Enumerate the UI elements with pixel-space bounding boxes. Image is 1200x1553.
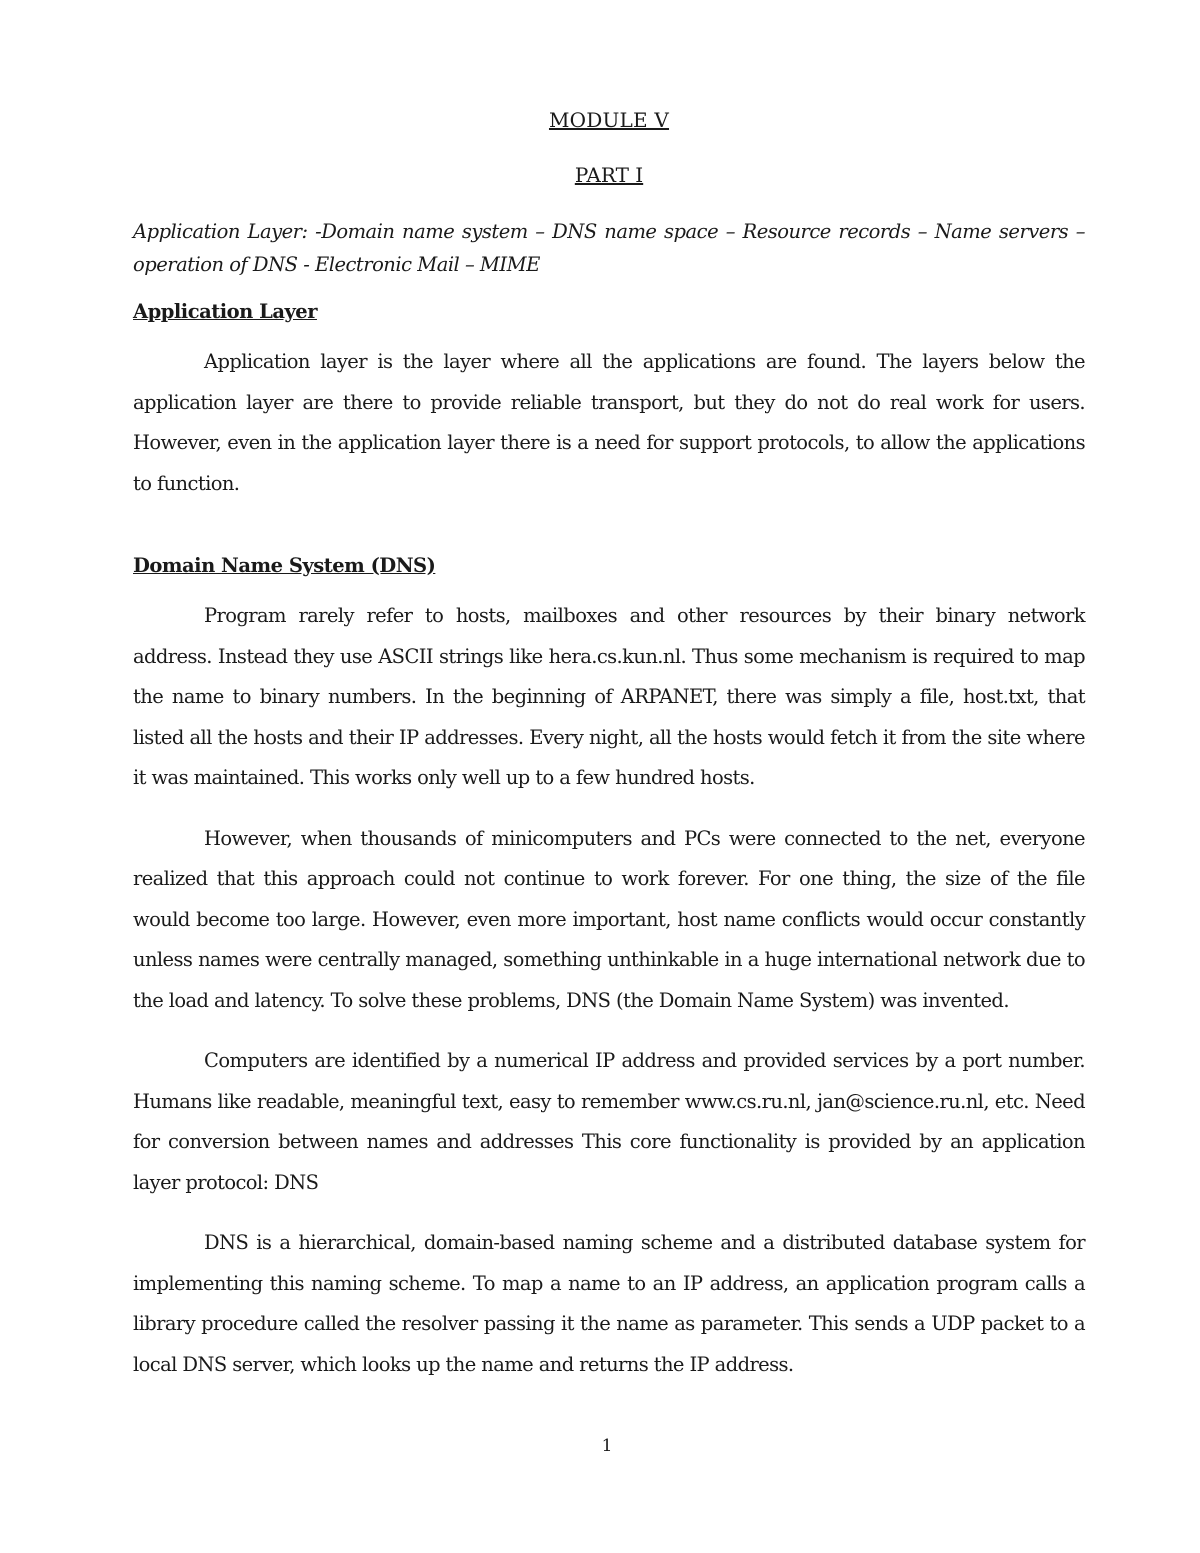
paragraph: Application layer is the layer where all the applications are found. The layers below the application layer are there to provide reliable transport, but they do not do real work for users. However, even in the application layer there is a need for support protocols, to allow the applications to function. (133, 350, 1085, 495)
paragraph: However, when thousands of minicomputers and PCs were connected to the net, everyone realized that this approach could not continue to work forever. For one thing, the size of the file would become too large. However, even more important, host name conflicts would occur constantly unless names were centrally managed, something unthinkable in a huge international network due to the load and latency. To solve these problems, DNS (the Domain Name System) was invented. (133, 826, 1085, 1012)
module-title: MODULE V (548, 108, 670, 132)
section-body-dns (133, 596, 1085, 1405)
part-title: PART I (574, 163, 644, 187)
page-number: 1 (601, 1436, 613, 1456)
paragraph: Program rarely refer to hosts, mailboxes and other resources by their binary network address. Instead they use ASCII strings like hera.cs.kun.nl. Thus some mechanism is required to map the name to binary numbers. In the beginning of ARPANET, there was simply a file, host.txt, that listed all the hosts and their IP addresses. Every night, all the hosts would fetch it from the site where it was maintained. This works only well up to a few hundred hosts. (133, 604, 1085, 789)
paragraph: DNS is a hierarchical, domain-based naming scheme and a distributed database system for implementing this naming scheme. To map a name to an IP address, an application program calls a library procedure called the resolver passing it the name as parameter. This sends a UDP packet to a local DNS server, which looks up the name and returns the IP address. (133, 1231, 1085, 1376)
section-body-application-layer (133, 342, 1085, 524)
section-heading-dns: Domain Name System (DNS) (133, 554, 436, 577)
paragraph: Computers are identified by a numerical IP address and provided services by a port number. Humans like readable, meaningful text, easy to remember www.cs.ru.nl, jan@science.ru.nl, etc. Need for conversion between names and addresses This core functionality is provided by an application layer protocol: DNS (133, 1049, 1085, 1194)
syllabus-topics: Application Layer: -Domain name system – DNS name space – Resource records – Name servers – operation of DNS - Electronic Mail – MIME (133, 220, 1085, 276)
section-heading-application-layer: Application Layer (133, 300, 317, 323)
